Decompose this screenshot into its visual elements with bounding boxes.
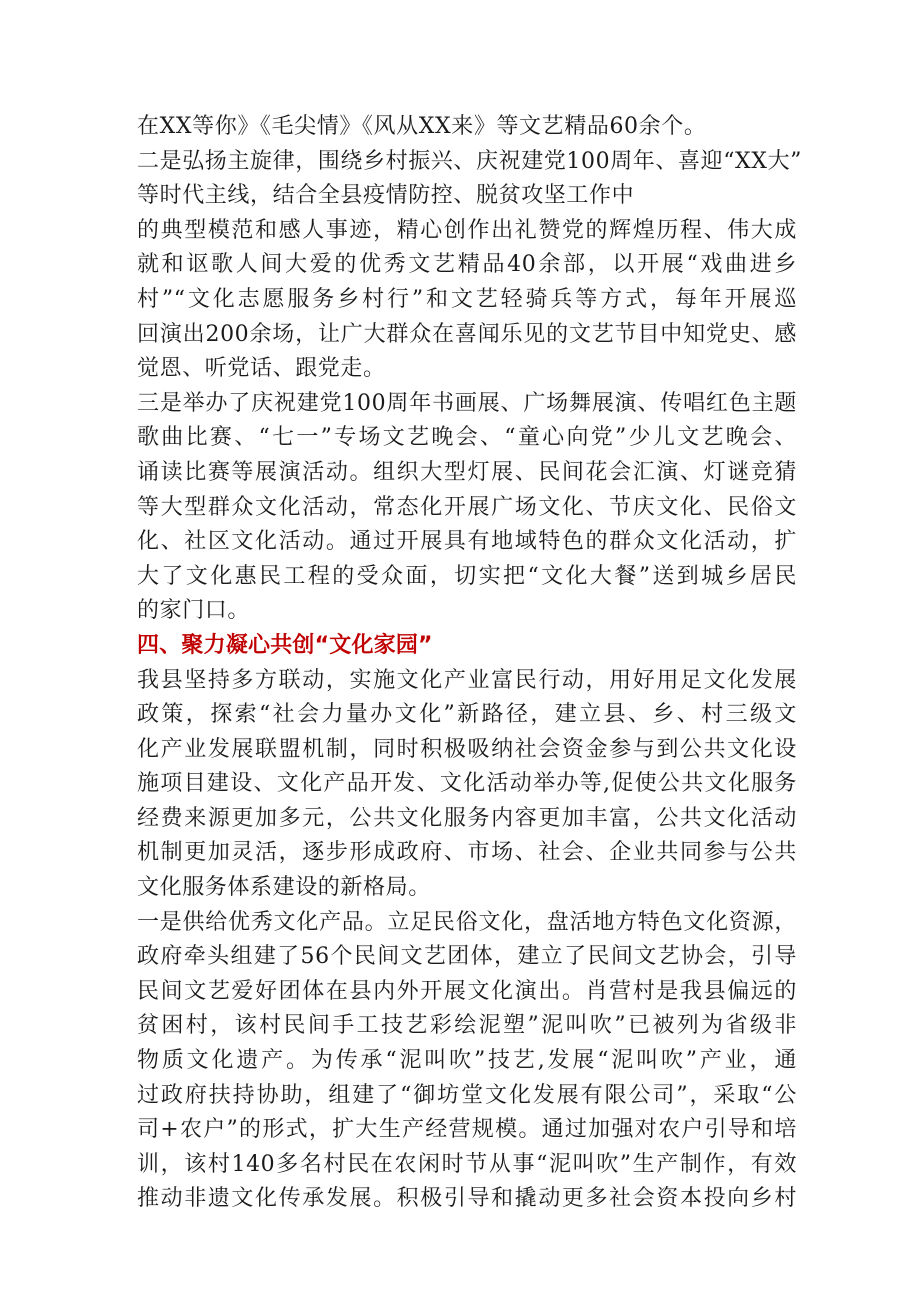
paragraph-line: 贫困村，该村民间手工技艺彩绘泥塑”泥叫吹”已被列为省级非 [137,1013,797,1039]
paragraph-line: 推动非遗文化传承发展。积极引导和撬动更多社会资本投向乡村 [137,1186,797,1212]
paragraph-line: 歌曲比赛、“七一”专场文艺晚会、“童心向党”少儿文艺晚会、 [137,425,797,451]
paragraph-line: 政府牵头组建了56个民间文艺团体，建立了民间文艺协会，引导 [137,944,797,970]
paragraph-line: 司+农户”的形式，扩大生产经营规模。通过加强对农户引导和培 [137,1117,797,1143]
paragraph-line: 一是供给优秀文化产品。立足民俗文化，盘活地方特色文化资源， [137,909,797,935]
paragraph-line: 我县坚持多方联动，实施文化产业富民行动，用好用足文化发展 [137,667,797,693]
paragraph-line: 回演出200余场，让广大群众在喜闻乐见的文艺节目中知党史、感 [137,321,797,347]
paragraph-line: 在XX等你》《毛尖情》《风从XX来》等文艺精品60余个。 [137,114,707,139]
paragraph-line: 政策，探索“社会力量办文化”新路径，建立县、乡、村三级文 [137,702,797,728]
document-body [137,110,803,1217]
paragraph-line: 大了文化惠民工程的受众面，切实把“文化大餐”送到城乡居民 [137,563,797,589]
paragraph-line: 民间文艺爱好团体在县内外开展文化演出。肖营村是我县偏远的 [137,978,797,1004]
paragraph-line: 文化服务体系建设的新格局。 [137,875,431,901]
paragraph-line: 等大型群众文化活动，常态化开展广场文化、节庆文化、民俗文 [137,494,797,520]
paragraph-line: 诵读比赛等展演活动。组织大型灯展、民间花会汇演、灯谜竞猜 [137,459,797,485]
paragraph-line: 等时代主线，结合全县疫情防控、脱贫攻坚工作中 [137,183,635,209]
paragraph-line: 施项目建设、文化产品开发、文化活动举办等,促使公共文化服务 [137,771,797,797]
paragraph-line: 就和讴歌人间大爱的优秀文艺精品40余部，以开展“戏曲进乡 [137,252,797,278]
paragraph-line: 村”“文化志愿服务乡村行”和文艺轻骑兵等方式，每年开展巡 [137,286,797,312]
paragraph-line: 机制更加灵活，逐步形成政府、市场、社会、企业共同参与公共 [137,840,797,866]
paragraph-line: 训，该村140多名村民在农闲时节从事“泥叫吹”生产制作，有效 [137,1151,797,1177]
paragraph-line: 化产业发展联盟机制，同时积极吸纳社会资金参与到公共文化设 [137,736,797,762]
paragraph-line: 过政府扶持协助，组建了“御坊堂文化发展有限公司”，采取“公 [137,1082,797,1108]
paragraph-line: 物质文化遗产。为传承“泥叫吹”技艺,发展“泥叫吹”产业，通 [137,1048,797,1074]
paragraph-line: 三是举办了庆祝建党100周年书画展、广场舞展演、传唱红色主题 [137,390,797,416]
paragraph-line: 二是弘扬主旋律，围绕乡村振兴、庆祝建党100周年、喜迎“XX大” [137,148,803,174]
paragraph-line: 的家门口。 [137,598,251,624]
section-heading: 四、聚力凝心共创“文化家园” [137,632,433,658]
paragraph-line: 觉恩、听党话、跟党走。 [137,356,386,382]
paragraph-line: 的典型模范和感人事迹，精心创作出礼赞党的辉煌历程、伟大成 [137,217,797,243]
paragraph-line: 化、社区文化活动。通过开展具有地域特色的群众文化活动，扩 [137,529,797,555]
paragraph-line: 经费来源更加多元，公共文化服务内容更加丰富，公共文化活动 [137,805,797,831]
